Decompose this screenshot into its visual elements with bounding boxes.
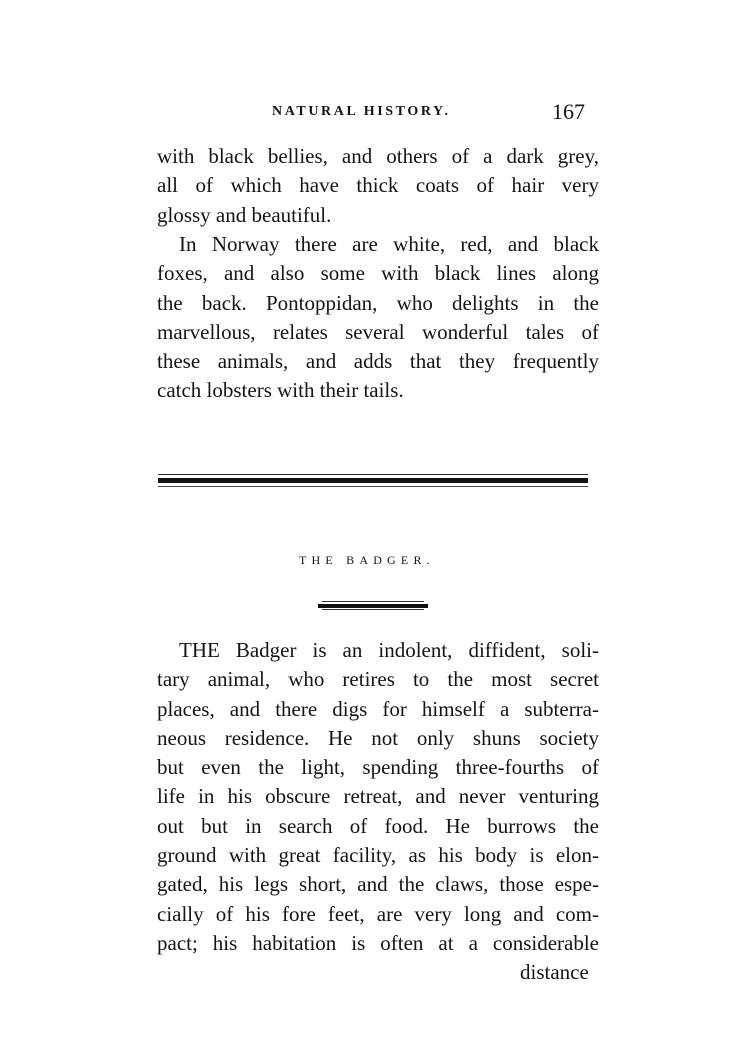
text-line: places, and there digs for himself a subterra-: [157, 696, 599, 721]
text-line: out but in search of food. He burrows the: [157, 813, 599, 838]
text-line: these animals, and adds that they frequently: [157, 349, 599, 374]
catchword: distance: [520, 960, 589, 984]
text-line: cially of his fore feet, are very long and com-: [157, 901, 599, 926]
continuation-paragraph: [157, 142, 599, 230]
text-line: gated, his legs short, and the claws, those espe-: [157, 872, 599, 897]
text-line: life in his obscure retreat, and never venturing: [157, 784, 599, 809]
text-line: neous residence. He not only shuns society: [157, 725, 599, 750]
title-ornament-rule: [318, 601, 428, 611]
running-head: NATURAL HISTORY.: [272, 104, 451, 119]
text-line: catch lobsters with their tails.: [157, 378, 404, 403]
section-divider-rule: [158, 474, 588, 488]
text-line: ground with great facility, as his body is elon-: [157, 843, 599, 868]
badger-paragraph: [157, 636, 599, 958]
text-line: all of which have thick coats of hair very: [157, 173, 599, 198]
text-line: THE Badger is an indolent, diffident, soli-: [179, 638, 599, 662]
text-line: pact; his habitation is often at a considerable: [157, 930, 599, 955]
text-line: but even the light, spending three-fourths of: [157, 755, 599, 780]
text-line: the back. Pontoppidan, who delights in the: [157, 290, 599, 315]
text-line: glossy and beautiful.: [157, 202, 332, 227]
text-line: marvellous, relates several wonderful tales of: [157, 319, 599, 344]
text-line: foxes, and also some with black lines along: [157, 261, 599, 286]
text-line: tary animal, who retires to the most secret: [157, 667, 599, 692]
text-line: In Norway there are white, red, and black: [179, 232, 599, 256]
section-title: THE BADGER.: [299, 553, 435, 567]
norway-paragraph: [157, 230, 599, 406]
page-number: 167: [552, 99, 585, 124]
text-line: with black bellies, and others of a dark grey,: [157, 144, 599, 168]
